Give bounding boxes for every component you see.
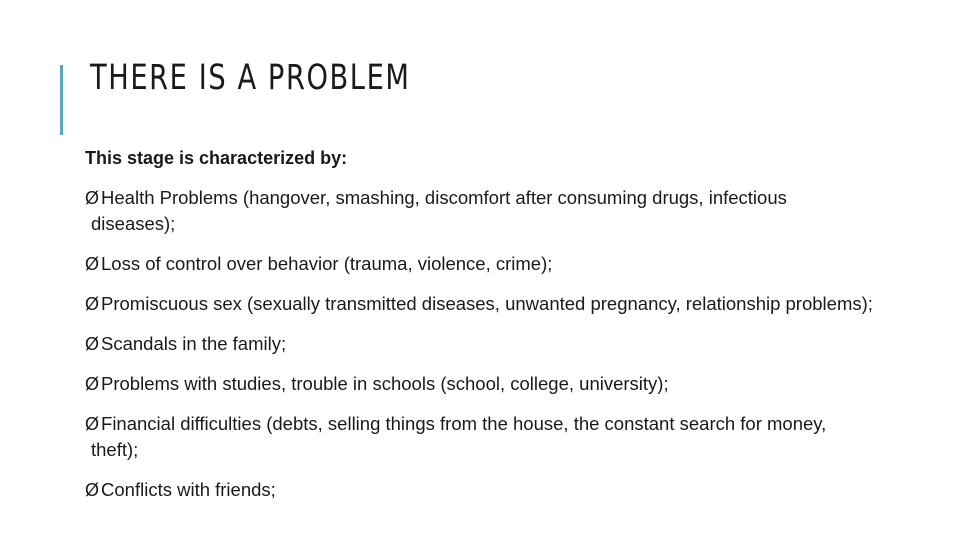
title-accent-bar <box>60 65 63 135</box>
arrow-bullet-icon: Ø <box>85 188 100 208</box>
list-item <box>85 251 875 277</box>
list-item <box>85 291 875 317</box>
slide-content <box>85 145 875 517</box>
arrow-bullet-icon: Ø <box>85 294 100 314</box>
list-item-text: Loss of control over behavior (trauma, violence, crime); <box>101 253 553 274</box>
list-item-text: Promiscuous sex (sexually transmitted diseases, unwanted pregnancy, relationship problems); <box>101 293 873 314</box>
bullet-list <box>85 185 875 503</box>
list-item <box>85 185 875 237</box>
list-item <box>85 477 875 503</box>
arrow-bullet-icon: Ø <box>85 334 100 354</box>
list-item <box>85 331 875 357</box>
arrow-bullet-icon: Ø <box>85 254 100 274</box>
arrow-bullet-icon: Ø <box>85 414 100 434</box>
arrow-bullet-icon: Ø <box>85 480 100 500</box>
list-item <box>85 411 875 463</box>
intro-text: This stage is characterized by: <box>85 148 348 168</box>
list-item <box>85 371 875 397</box>
list-item-text: Financial difficulties (debts, selling things from the house, the constant search for money, theft); <box>91 413 827 460</box>
arrow-bullet-icon: Ø <box>85 374 100 394</box>
list-item-text: Problems with studies, trouble in schools (school, college, university); <box>101 373 669 394</box>
slide-title: THERE IS A PROBLEM <box>90 58 411 98</box>
list-item-text: Scandals in the family; <box>101 333 287 354</box>
list-item-text: Health Problems (hangover, smashing, discomfort after consuming drugs, infectious diseases); <box>91 187 787 234</box>
list-item-text: Conflicts with friends; <box>101 479 276 500</box>
